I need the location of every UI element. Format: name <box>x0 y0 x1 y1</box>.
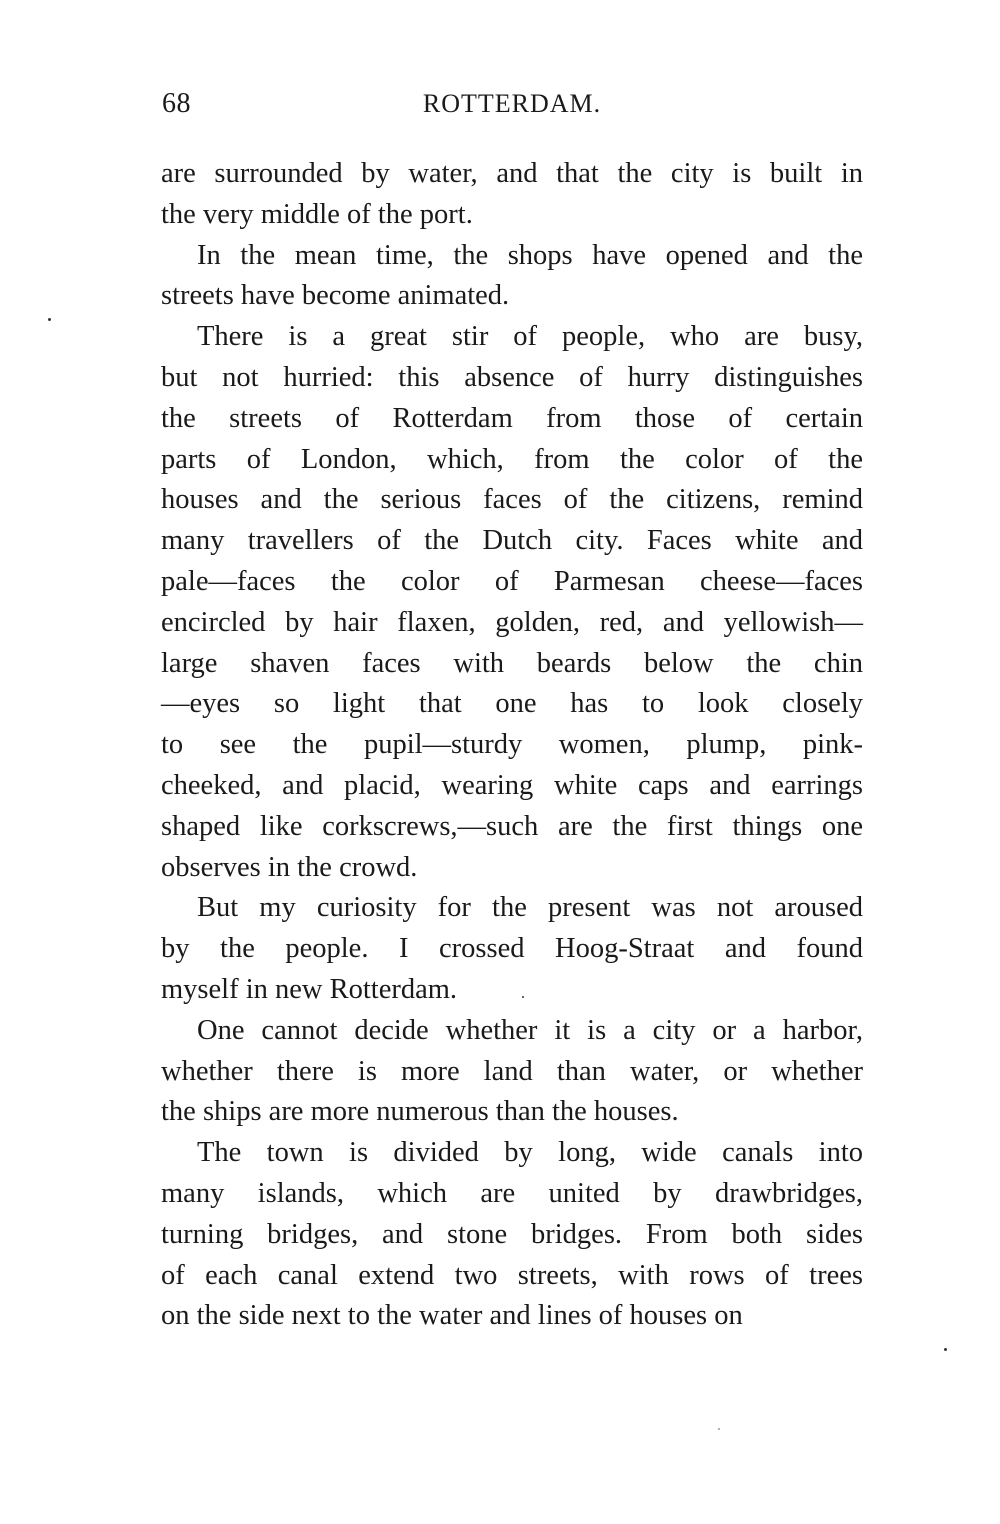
text-line: observes in the crowd. <box>161 851 418 883</box>
paragraph <box>161 888 863 1010</box>
text-line: parts of London, which, from the color of the <box>161 443 863 475</box>
text-line: the very middle of the port. <box>161 198 473 230</box>
paragraph <box>161 154 863 236</box>
paragraph <box>161 1133 863 1337</box>
text-line: the ships are more numerous than the houses. <box>161 1096 679 1128</box>
text-line: whether there is more land than water, or whether <box>161 1055 863 1087</box>
text-line: by the people. I crossed Hoog-Straat and found <box>161 933 863 965</box>
body-text <box>161 154 863 1337</box>
text-line: encircled by hair flaxen, golden, red, and yellowish— <box>161 606 863 638</box>
text-line: The town is divided by long, wide canals into <box>197 1137 863 1169</box>
paragraph <box>161 236 863 318</box>
text-line: shaped like corkscrews,—such are the first things one <box>161 810 863 842</box>
text-line: cheeked, and placid, wearing white caps and earrings <box>161 769 863 801</box>
text-line: One cannot decide whether it is a city or a harbor, <box>197 1014 863 1046</box>
text-line: are surrounded by water, and that the city is built in <box>161 158 863 189</box>
paragraph <box>161 1011 863 1133</box>
text-line: —eyes so light that one has to look closely <box>161 688 863 720</box>
text-line: many travellers of the Dutch city. Faces white and <box>161 525 863 557</box>
text-line: but not hurried: this absence of hurry distinguishes <box>161 361 863 393</box>
text-line: the streets of Rotterdam from those of certain <box>161 402 863 434</box>
running-title: ROTTERDAM. <box>422 89 602 118</box>
text-line: on the side next to the water and lines of houses on <box>161 1300 743 1332</box>
text-line: houses and the serious faces of the citizens, remind <box>161 484 863 516</box>
paper-speck <box>944 1348 947 1351</box>
paper-speck <box>48 318 51 321</box>
text-line: to see the pupil—sturdy women, plump, pink- <box>161 729 863 761</box>
text-line: myself in new Rotterdam. <box>161 973 458 1005</box>
text-line: There is a great stir of people, who are busy, <box>197 321 863 353</box>
text-line: In the mean time, the shops have opened and the <box>197 239 863 271</box>
paragraph <box>161 317 863 888</box>
text-line: of each canal extend two streets, with rows of trees <box>161 1259 863 1291</box>
running-head <box>162 84 862 124</box>
text-line: many islands, which are united by drawbridges, <box>161 1177 863 1209</box>
paper-speck <box>522 996 524 998</box>
paper-speck <box>718 1428 720 1430</box>
text-line: streets have become animated. <box>161 280 510 312</box>
text-line: turning bridges, and stone bridges. From both sides <box>161 1218 863 1250</box>
text-line: But my curiosity for the present was not aroused <box>197 892 863 924</box>
page-number: 68 <box>162 88 191 119</box>
text-line: pale—faces the color of Parmesan cheese—faces <box>161 565 863 597</box>
text-line: large shaven faces with beards below the chin <box>161 647 863 679</box>
